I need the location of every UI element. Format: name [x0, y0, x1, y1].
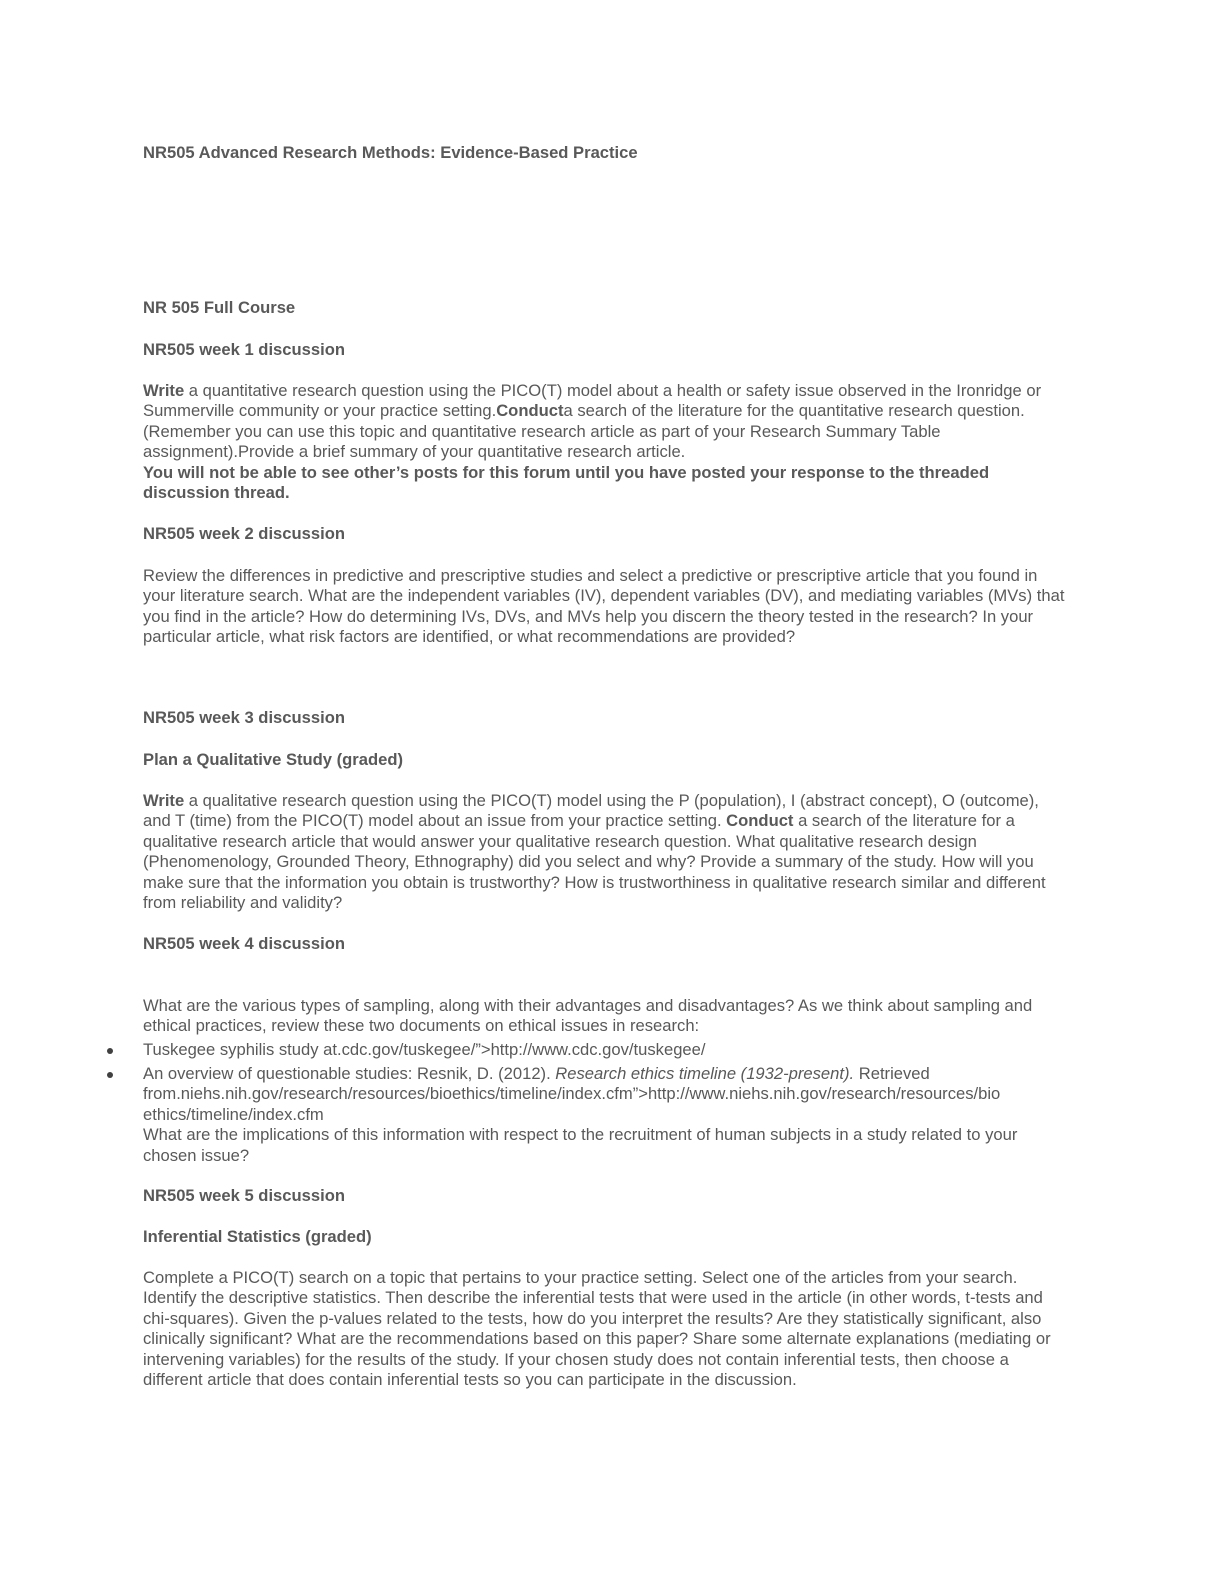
week4-bullet1: Tuskegee syphilis study at.cdc.gov/tuskegee/”>http://www.cdc.gov/tuskegee/: [143, 1040, 706, 1059]
week4-bullet2-post: Retrieved from.niehs.nih.gov/research/resources/bioethics/timeline/index.cfm”>http://www.niehs.nih.gov/research/resources/bio ethics/timeline/index.cfm: [143, 1064, 1001, 1124]
week3-subheading: Plan a Qualitative Study (graded): [143, 750, 404, 769]
week3-paragraph: [143, 791, 1068, 913]
week4-heading: NR505 week 4 discussion: [143, 934, 345, 953]
week3-text1: a qualitative research question using the PICO(T) model using the P (population), I (abstract concept), O (outcome), and T (time) from the PICO(T) model about an issue from your practice setting.: [143, 791, 1039, 831]
week1-text2: a search of the literature for the quantitative research question. (Remember you can use this topic and quantitative research article as part of your Research Summary Table assignment).Provide a brief summary of your quantitative research article.: [143, 401, 1025, 462]
week1-conduct: Conduct: [496, 401, 564, 421]
week5-subheading: Inferential Statistics (graded): [143, 1227, 372, 1246]
week5-heading: NR505 week 5 discussion: [143, 1186, 345, 1205]
week1-heading: NR505 week 1 discussion: [143, 340, 345, 359]
document-title: NR505 Advanced Research Methods: Evidence-Based Practice: [143, 143, 638, 162]
week3-conduct: Conduct: [726, 811, 794, 831]
week1-write: Write: [143, 381, 185, 400]
week4-bullet2-italic: Research ethics timeline (1932-present).: [555, 1064, 855, 1083]
week3-heading: NR505 week 3 discussion: [143, 708, 345, 727]
full-course-heading: NR 505 Full Course: [143, 298, 296, 317]
week2-paragraph: Review the differences in predictive and prescriptive studies and select a predictive or prescriptive article that you found in your literature search. What are the independent variables (IV), dependent variables (DV), and mediating variables (MVs) that you find in the article? How do determining IVs, DVs, and MVs help you discern the theory tested in the research? In your particular article, what risk factors are identified, or what recommendations are provided?: [143, 566, 1065, 647]
bullet-icon: [107, 1072, 113, 1078]
week5-paragraph: Complete a PICO(T) search on a topic that pertains to your practice setting. Select one of the articles from your search. Identify the descriptive statistics. Then describe the inferential tests that were used in the article (in other words, t-tests and chi-squares). Given the p-values related to the tests, how do you interpret the results? Are they statistically significant, also clinically significant? What are the recommendations based on this paper? Share some alternate explanations (mediating or intervening variables) for the results of the study. If your chosen study does not contain inferential tests, then choose a different article that does contain inferential tests so you can participate in the discussion.: [143, 1268, 1051, 1390]
bullet-icon: [107, 1048, 113, 1054]
week2-heading: NR505 week 2 discussion: [143, 524, 345, 543]
week1-note: You will not be able to see other’s posts for this forum until you have posted your response to the threaded discussion thread.: [143, 462, 990, 503]
week3-write: Write: [143, 791, 185, 810]
week3-text2: a search of the literature for a qualitative research article that would answer your qualitative research question. What qualitative research design (Phenomenology, Grounded Theory, Ethnography) did you select and why? Provide a summary of the study. How will you make sure that the information you obtain is trustworthy? How is trustworthiness in qualitative research similar and different from reliability and validity?: [143, 811, 1046, 913]
week1-paragraph: [143, 381, 1068, 503]
week4-closing: What are the implications of this information with respect to the recruitment of human subjects in a study related to your chosen issue?: [143, 1125, 1018, 1165]
week4-bullet2-pre: An overview of questionable studies: Resnik, D. (2012).: [143, 1064, 556, 1083]
week1-text1: a quantitative research question using the PICO(T) model about a health or safety issue observed in the Ironridge or Summerville community or your practice setting.: [143, 381, 1042, 421]
week4-intro: What are the various types of sampling, along with their advantages and disadvantages? As we think about sampling and ethical practices, review these two documents on ethical issues in research:: [143, 996, 1033, 1036]
list-item: [143, 1040, 1068, 1060]
list-item: [143, 1064, 1068, 1166]
